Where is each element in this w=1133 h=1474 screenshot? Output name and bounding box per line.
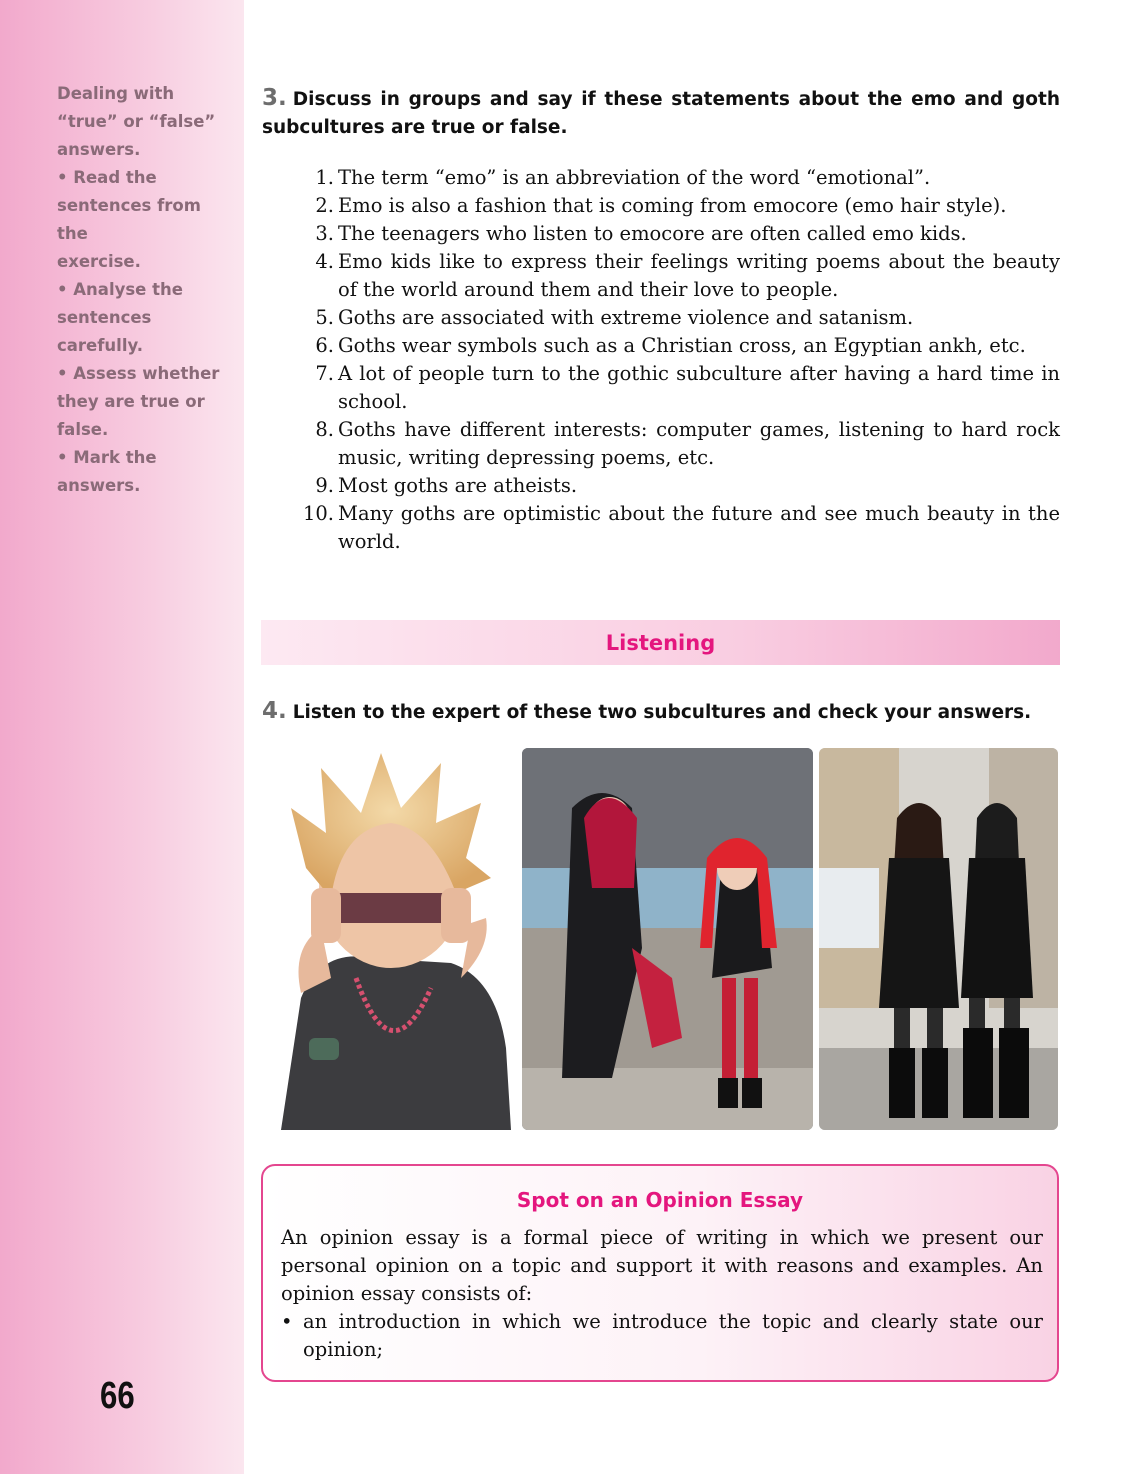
tip-line: • Mark the answers. — [57, 448, 157, 495]
statement — [292, 416, 1060, 472]
task-number: 3. — [262, 85, 287, 111]
statement-text: A lot of people turn to the gothic subculture after having a hard time in school. — [338, 362, 1060, 413]
statement-number: 7. — [315, 362, 334, 385]
task-number: 4. — [262, 698, 287, 724]
essay-bullet — [281, 1308, 1043, 1364]
statement-number: 4. — [315, 250, 334, 273]
goth-mother-child-photo — [522, 748, 813, 1130]
tip-line: false. — [57, 420, 109, 439]
listening-banner — [261, 620, 1060, 665]
statement-text: Goths have different interests: computer games, listening to hard rock music, writing depressing poems, etc. — [338, 418, 1060, 469]
tip-line: “true” or “false” — [57, 112, 216, 131]
emo-girl-photo — [261, 748, 517, 1130]
statement-text: Goths are associated with extreme violence and satanism. — [338, 306, 914, 329]
statement-number: 3. — [315, 222, 334, 245]
statement — [292, 500, 1060, 556]
tip-line: sentences carefully. — [57, 308, 152, 355]
tips-box — [57, 80, 237, 500]
statement — [292, 248, 1060, 304]
tip-line: they are true or — [57, 392, 205, 411]
essay-title: Spot on an Opinion Essay — [516, 1188, 804, 1212]
statement-text: The term “emo” is an abbreviation of the word “emotional”. — [338, 166, 931, 189]
statement — [292, 304, 1060, 332]
statement-number: 5. — [315, 306, 334, 329]
statement-text: Emo kids like to express their feelings writing poems about the beauty of the world around them and their love to people. — [338, 250, 1060, 301]
tip-line: sentences from the — [57, 196, 201, 243]
tip-line: Dealing with — [57, 84, 175, 103]
statement-number: 8. — [315, 418, 334, 441]
statement-text: Goths wear symbols such as a Christian cross, an Egyptian ankh, etc. — [338, 334, 1026, 357]
statement — [292, 472, 1060, 500]
essay-bullet-text: an introduction in which we introduce the topic and clearly state our opinion; — [303, 1310, 1043, 1361]
statement — [292, 332, 1060, 360]
task-3-instruction — [262, 84, 1060, 142]
goth-girls-photo — [819, 748, 1058, 1130]
statement-text: Most goths are atheists. — [338, 474, 578, 497]
tip-line: exercise. — [57, 252, 141, 271]
task-text: Listen to the expert of these two subcultures and check your answers. — [292, 702, 1032, 723]
statement-text: Emo is also a fashion that is coming from emocore (emo hair style). — [338, 194, 1007, 217]
tip-line: • Analyse the — [57, 280, 183, 299]
statement-number: 2. — [315, 194, 334, 217]
page-number: 66 — [100, 1375, 135, 1417]
statement-number: 10. — [302, 502, 334, 525]
tip-line: • Assess whether — [57, 364, 220, 383]
statement — [292, 360, 1060, 416]
statement — [292, 164, 1060, 192]
statement-number: 1. — [315, 166, 334, 189]
statement-list — [292, 164, 1060, 556]
listening-title: Listening — [605, 630, 716, 655]
statement-text: The teenagers who listen to emocore are often called emo kids. — [338, 222, 967, 245]
statement — [292, 220, 1060, 248]
statement-number: 6. — [315, 334, 334, 357]
essay-text: An opinion essay is a formal piece of writing in which we present our personal opinion on a topic and support it with reasons and examples. An opinion essay consists of: — [281, 1226, 1043, 1305]
task-text: Discuss in groups and say if these statements about the emo and goth subcultures are true or false. — [262, 89, 1060, 138]
statement-text: Many goths are optimistic about the future and see much beauty in the world. — [338, 502, 1060, 553]
opinion-essay-box — [261, 1164, 1059, 1382]
statement — [292, 192, 1060, 220]
task-4-instruction — [262, 697, 1060, 727]
bullet-icon: • — [281, 1310, 293, 1333]
statement-number: 9. — [315, 474, 334, 497]
tip-line: • Read the — [57, 168, 157, 187]
tip-line: answers. — [57, 140, 141, 159]
